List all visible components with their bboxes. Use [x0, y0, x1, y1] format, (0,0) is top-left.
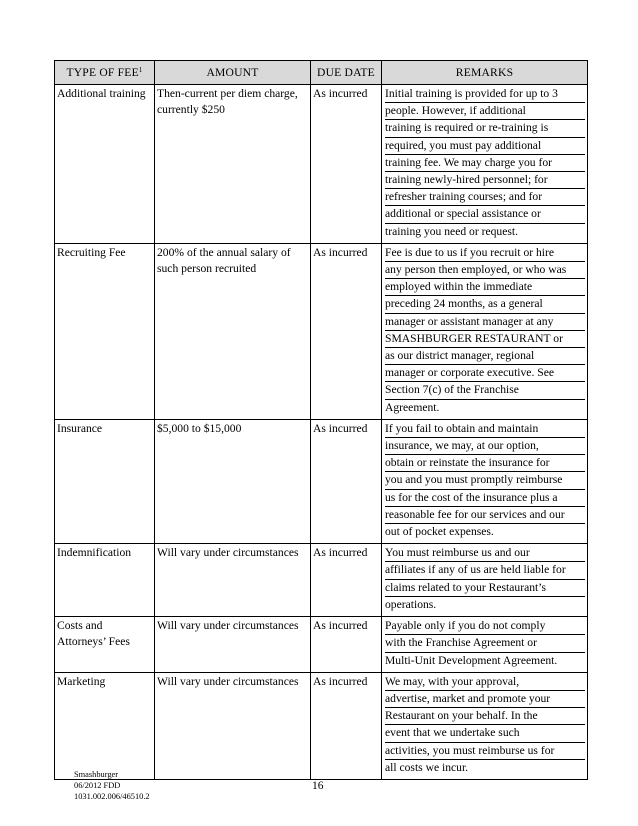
fee-remarks-cell [382, 672, 588, 779]
remark-line: advertise, market and promote your [385, 691, 585, 708]
remark-line: Restaurant on your behalf. In the [385, 708, 585, 725]
remark-line: event that we undertake such [385, 725, 585, 742]
fee-type-cell: Insurance [55, 419, 155, 543]
remark-line: manager or assistant manager at any [385, 314, 585, 331]
fee-type-cell: Marketing [55, 672, 155, 779]
remark-line: Multi-Unit Development Agreement. [385, 653, 558, 667]
remark-line: Agreement. [385, 400, 440, 414]
fee-type-cell: Recruiting Fee [55, 243, 155, 419]
table-header-row [55, 61, 588, 85]
header-amount: AMOUNT [155, 61, 311, 85]
fee-due-date-cell: As incurred [311, 85, 382, 244]
remark-line: refresher training courses; and for [385, 189, 585, 206]
fee-type-cell: Additional training [55, 85, 155, 244]
remark-line: training fee. We may charge you for [385, 155, 585, 172]
remark-line: Initial training is provided for up to 3 [385, 86, 585, 103]
remark-line: obtain or reinstate the insurance for [385, 455, 585, 472]
fee-amount-cell: Will vary under circumstances [155, 672, 311, 779]
fee-remarks-cell [382, 419, 588, 543]
remark-line: training you need or request. [385, 224, 518, 238]
remark-line: with the Franchise Agreement or [385, 635, 585, 652]
header-type-label: TYPE OF FEE [66, 65, 139, 79]
remark-line: We may, with your approval, [385, 674, 585, 691]
table-row [55, 672, 588, 779]
remark-line: employed within the immediate [385, 279, 585, 296]
remark-line: affiliates if any of us are held liable for [385, 562, 585, 579]
header-due-date: DUE DATE [311, 61, 382, 85]
remark-line: you and you must promptly reimburse [385, 472, 585, 489]
fee-remarks-cell [382, 544, 588, 617]
header-type-of-fee [55, 61, 155, 85]
remark-line: Fee is due to us if you recruit or hire [385, 245, 585, 262]
remark-line: as our district manager, regional [385, 348, 585, 365]
fee-amount-cell: Will vary under circumstances [155, 617, 311, 673]
table-row [55, 243, 588, 419]
fee-table [54, 60, 588, 780]
remark-line: claims related to your Restaurant’s [385, 580, 585, 597]
fee-remarks-cell [382, 617, 588, 673]
remark-line: required, you must pay additional [385, 138, 585, 155]
table-row [55, 85, 588, 244]
fee-due-date-cell: As incurred [311, 617, 382, 673]
remark-line: SMASHBURGER RESTAURANT or [385, 331, 585, 348]
remark-line: Section 7(c) of the Franchise [385, 382, 585, 399]
fee-remarks-cell [382, 243, 588, 419]
fee-type-cell: Costs and Attorneys’ Fees [55, 617, 155, 673]
fee-due-date-cell: As incurred [311, 243, 382, 419]
fee-amount-cell: $5,000 to $15,000 [155, 419, 311, 543]
fee-amount-cell: 200% of the annual salary of such person recruited [155, 243, 311, 419]
remark-line: You must reimburse us and our [385, 545, 585, 562]
remark-line: activities, you must reimburse us for [385, 743, 585, 760]
remark-line: operations. [385, 597, 437, 611]
remark-line: people. However, if additional [385, 103, 585, 120]
remark-line: preceding 24 months, as a general [385, 296, 585, 313]
footer-company: Smashburger [74, 770, 119, 779]
fee-type-cell: Indemnification [55, 544, 155, 617]
remark-line: training newly-hired personnel; for [385, 172, 585, 189]
footer-document-id: 1031.002.006/46510.2 [74, 792, 150, 801]
remark-line: out of pocket expenses. [385, 525, 494, 539]
remark-line: Payable only if you do not comply [385, 618, 585, 635]
remark-line: training is required or re-training is [385, 120, 585, 137]
remark-line: manager or corporate executive. See [385, 365, 585, 382]
remark-line: If you fail to obtain and maintain [385, 421, 585, 438]
fee-due-date-cell: As incurred [311, 672, 382, 779]
remark-line: reasonable fee for our services and our [385, 507, 585, 524]
fee-remarks-cell [382, 85, 588, 244]
fee-amount-cell: Then-current per diem charge, currently $250 [155, 85, 311, 244]
fee-due-date-cell: As incurred [311, 419, 382, 543]
header-remarks: REMARKS [382, 61, 588, 85]
table-row [55, 419, 588, 543]
table-row [55, 617, 588, 673]
document-footer [74, 769, 150, 802]
page-number: 16 [312, 780, 324, 792]
fee-due-date-cell: As incurred [311, 544, 382, 617]
remark-line: additional or special assistance or [385, 206, 585, 223]
remark-line: insurance, we may, at our option, [385, 438, 585, 455]
footer-document-date: 06/2012 FDD [74, 781, 121, 790]
remark-line: all costs we incur. [385, 760, 469, 774]
remark-line: us for the cost of the insurance plus a [385, 490, 585, 507]
fee-amount-cell: Will vary under circumstances [155, 544, 311, 617]
table-row [55, 544, 588, 617]
footnote-marker: 1 [138, 65, 143, 74]
remark-line: any person then employed, or who was [385, 262, 585, 279]
